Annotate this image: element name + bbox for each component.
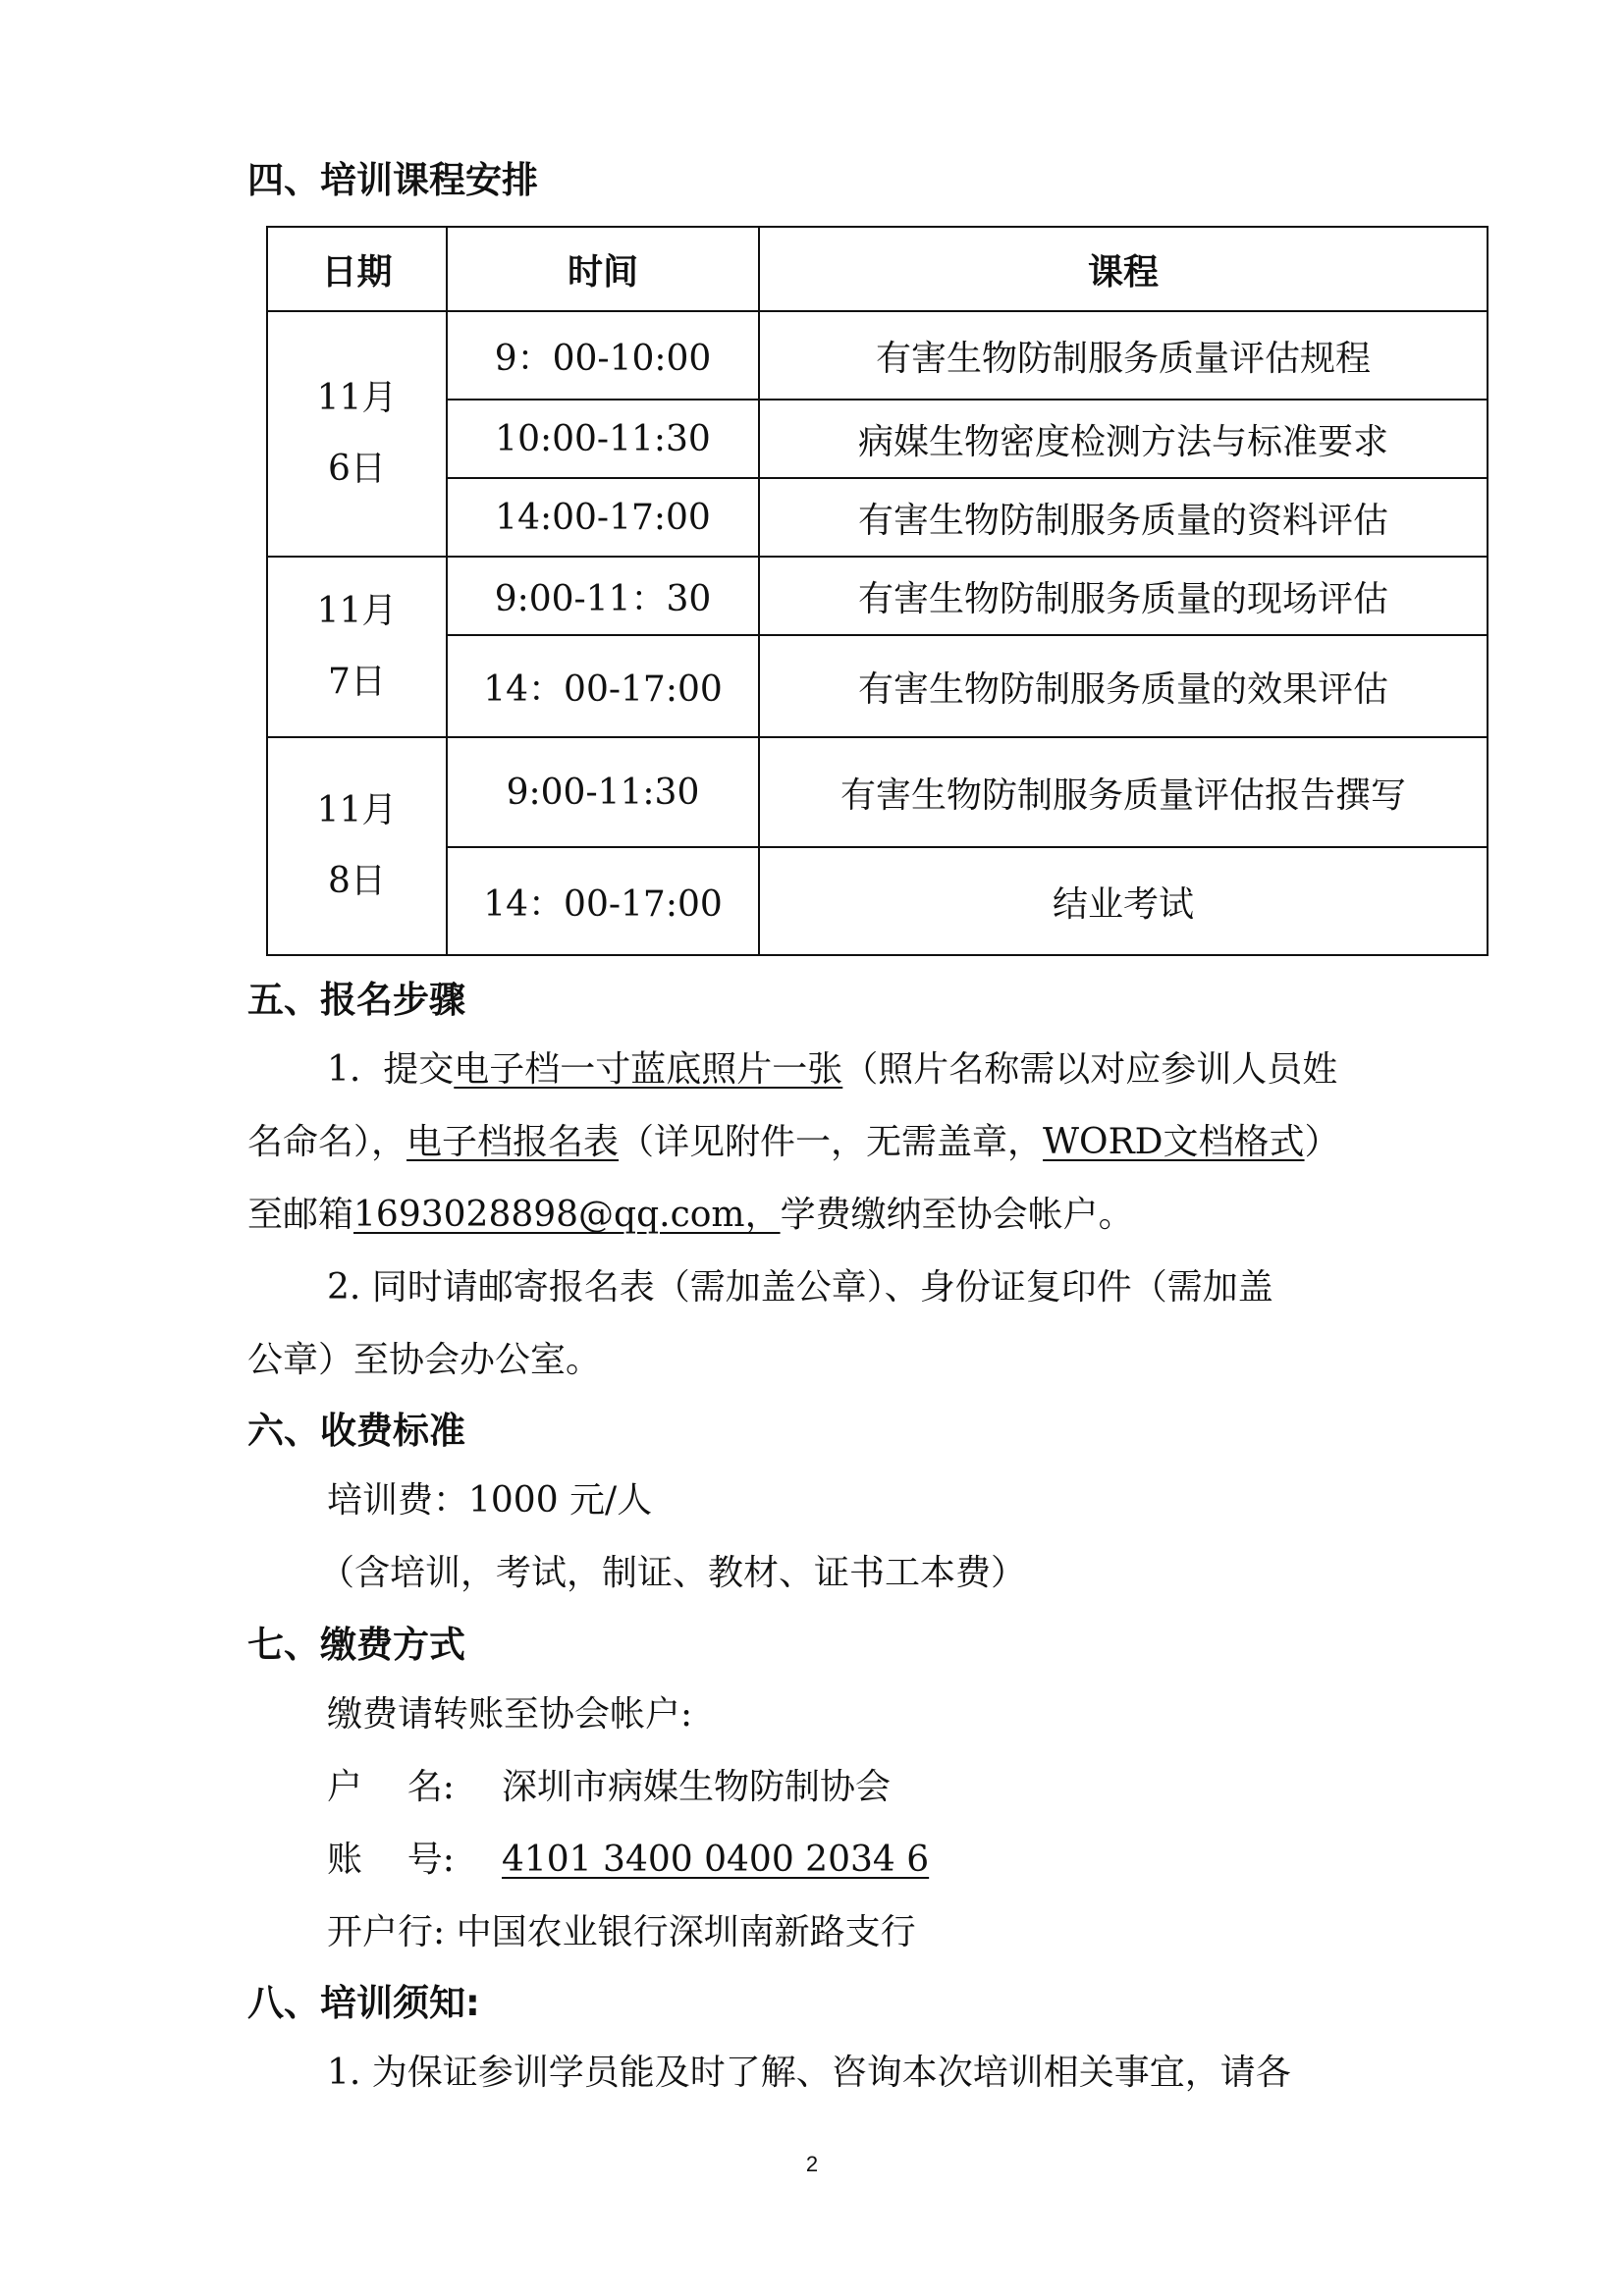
course-cell: 有害生物防制服务质量评估报告撰写 bbox=[759, 737, 1488, 847]
table-row bbox=[267, 311, 1488, 400]
step2-line1: 2. 同时请邮寄报名表（需加盖公章）、身份证复印件（需加盖 bbox=[327, 1267, 1273, 1308]
step1-text-d: （详见附件一，无需盖章， bbox=[619, 1122, 1044, 1162]
account-number-value: 4101 3400 0400 2034 6 bbox=[502, 1840, 930, 1880]
time-cell: 14：00-17:00 bbox=[447, 847, 759, 955]
header-course: 课程 bbox=[759, 227, 1488, 311]
table-row bbox=[267, 847, 1488, 955]
time-cell: 9:00-11：30 bbox=[447, 557, 759, 635]
word-format-note: WORD文档格式 bbox=[1043, 1122, 1305, 1162]
step1-text-f: 至邮箱 bbox=[247, 1195, 354, 1235]
step1-text-g: 学费缴纳至协会帐户。 bbox=[780, 1195, 1134, 1235]
course-cell: 有害生物防制服务质量的资料评估 bbox=[759, 478, 1488, 557]
date-text: 11月8日 bbox=[316, 790, 398, 901]
step1-line2 bbox=[247, 1119, 1340, 1166]
table-row bbox=[267, 635, 1488, 737]
header-date: 日期 bbox=[267, 227, 447, 311]
date-text: 11月7日 bbox=[316, 591, 398, 702]
step2-line2: 公章）至协会办公室。 bbox=[247, 1340, 602, 1380]
page-number: 2 bbox=[805, 2152, 819, 2176]
step1-text-b: （照片名称需以对应参训人员姓 bbox=[842, 1049, 1338, 1090]
notice-item-1: 1. 为保证参训学员能及时了解、咨询本次培训相关事宜，请各 bbox=[327, 2053, 1291, 2093]
table-row bbox=[267, 478, 1488, 557]
account-number-label: 账 号: bbox=[327, 1840, 455, 1880]
table-row bbox=[267, 400, 1488, 478]
course-schedule-table bbox=[266, 226, 1489, 956]
account-name-label: 户 名: bbox=[327, 1767, 455, 1807]
step1-line1 bbox=[327, 1046, 1337, 1094]
section5-heading: 五、报名步骤 bbox=[247, 979, 465, 1021]
table-row bbox=[267, 557, 1488, 635]
time-cell: 9:00-11:30 bbox=[447, 737, 759, 847]
registration-form-link: 电子档报名表 bbox=[406, 1122, 620, 1162]
payment-intro: 缴费请转账至协会帐户: bbox=[327, 1694, 693, 1735]
section8-heading: 八、培训须知: bbox=[247, 1982, 480, 2024]
time-cell: 14:00-17:00 bbox=[447, 478, 759, 557]
account-number-row bbox=[327, 1837, 929, 1884]
step1-text-a: 提交 bbox=[383, 1049, 455, 1090]
account-name-row bbox=[327, 1764, 891, 1811]
step1-line3 bbox=[247, 1192, 1134, 1239]
time-cell: 14：00-17:00 bbox=[447, 635, 759, 737]
course-cell: 结业考试 bbox=[759, 847, 1488, 955]
date-cell bbox=[267, 557, 447, 737]
step1-text-e: ） bbox=[1304, 1122, 1340, 1162]
time-cell: 9：00-10:00 bbox=[447, 311, 759, 400]
time-cell: 10:00-11:30 bbox=[447, 400, 759, 478]
header-time: 时间 bbox=[447, 227, 759, 311]
course-cell: 有害生物防制服务质量的效果评估 bbox=[759, 635, 1488, 737]
fee-note: （含培训，考试，制证、教材、证书工本费） bbox=[319, 1553, 1027, 1593]
step1-num: 1. bbox=[327, 1049, 361, 1090]
course-cell: 有害生物防制服务质量评估规程 bbox=[759, 311, 1488, 400]
photo-requirement: 电子档一寸蓝底照片一张 bbox=[454, 1049, 843, 1090]
section4-heading: 四、培训课程安排 bbox=[247, 159, 538, 201]
email-address: 1693028898@qq.com， bbox=[353, 1195, 781, 1235]
date-cell bbox=[267, 737, 447, 955]
account-name-value: 深圳市病媒生物防制协会 bbox=[502, 1767, 892, 1807]
course-cell: 有害生物防制服务质量的现场评估 bbox=[759, 557, 1488, 635]
course-cell: 病媒生物密度检测方法与标准要求 bbox=[759, 400, 1488, 478]
step1-text-c: 名命名）， bbox=[247, 1122, 407, 1162]
table-header-row bbox=[267, 227, 1488, 311]
bank-line: 开户行: 中国农业银行深圳南新路支行 bbox=[327, 1912, 916, 1952]
date-text: 11月6日 bbox=[316, 378, 398, 489]
fee-line: 培训费：1000 元/人 bbox=[327, 1480, 653, 1521]
date-cell bbox=[267, 311, 447, 557]
table-row bbox=[267, 737, 1488, 847]
section7-heading: 七、缴费方式 bbox=[247, 1624, 465, 1666]
section6-heading: 六、收费标准 bbox=[247, 1410, 465, 1452]
